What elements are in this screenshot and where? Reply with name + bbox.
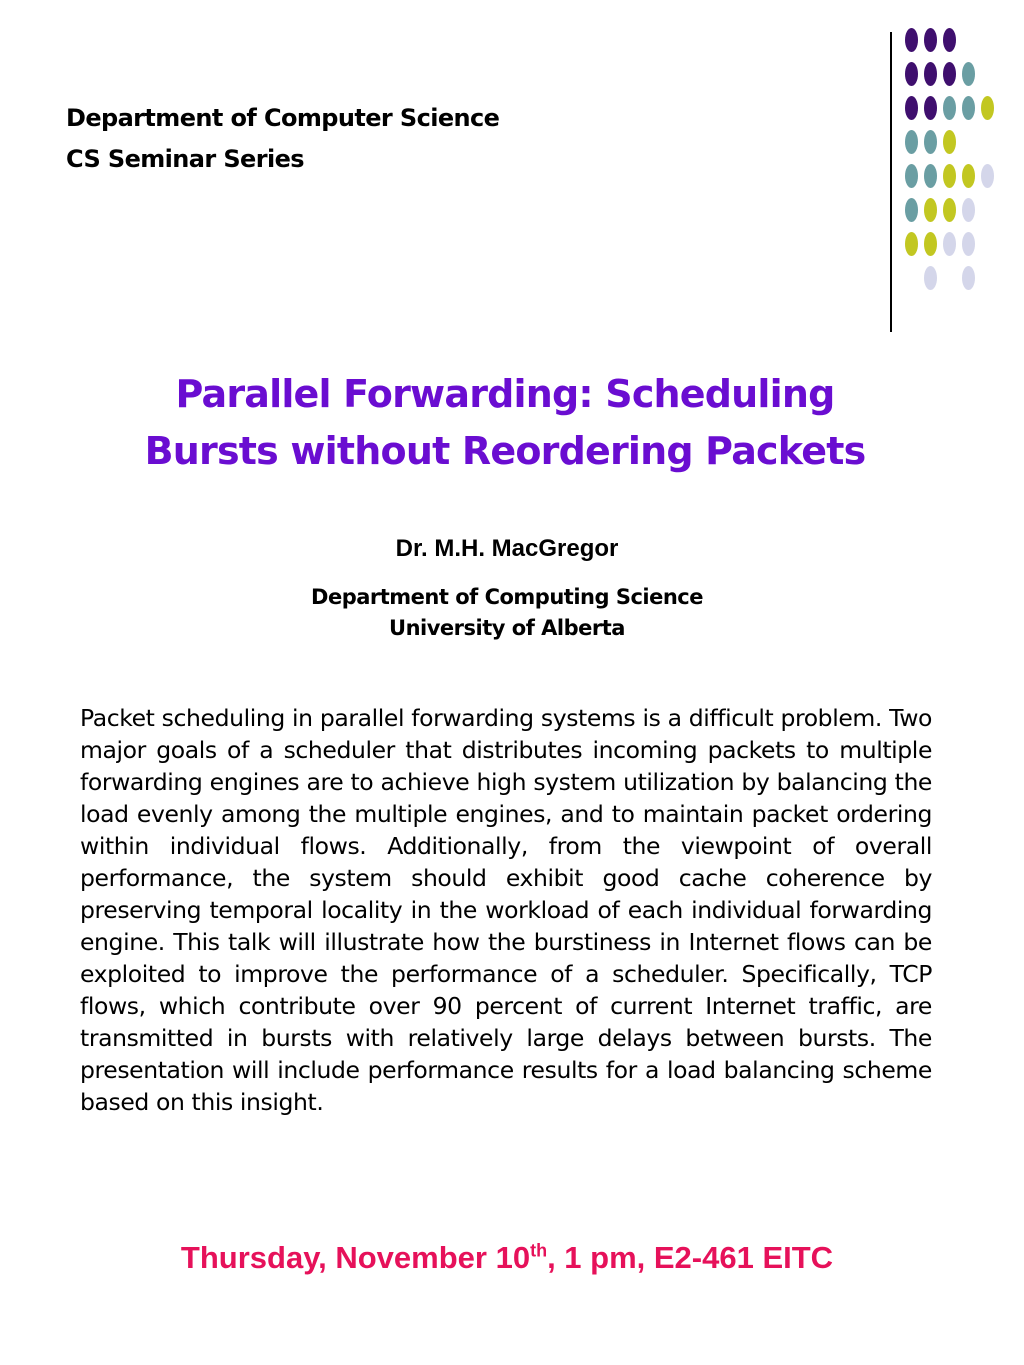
decorative-dot <box>943 130 956 154</box>
event-time-location: , 1 pm, E2-461 EITC <box>547 1240 834 1275</box>
decorative-dot <box>924 130 937 154</box>
decorative-dot <box>905 62 918 86</box>
decorative-dot <box>924 232 937 256</box>
decorative-dot <box>905 198 918 222</box>
department-heading: Department of Computer Science <box>66 104 500 132</box>
talk-abstract: Packet scheduling in parallel forwarding systems is a difficult problem. Two major goals of a scheduler that distributes incoming packets to multiple forwarding engines are to achieve high system utilization by balancing the load evenly among the multiple engines, and to maintain packet ordering within individual flows. Additionally, from the viewpoint of overall performance, the system should exhibit good cache coherence by preserving temporal locality in the workload of each individual forwarding engine. This talk will illustrate how the burstiness in Internet flows can be exploited to improve the performance of a scheduler. Specifically, TCP flows, which contribute over 90 percent of current Internet traffic, are transmitted in bursts with relatively large delays between bursts. The presentation will include performance results for a load balancing scheme based on this insight. <box>80 704 932 1116</box>
decorative-dot <box>905 232 918 256</box>
decorative-dot <box>905 130 918 154</box>
speaker-affiliation <box>0 582 1014 644</box>
speaker-university: University of Alberta <box>389 616 625 640</box>
decorative-dot <box>924 96 937 120</box>
speaker-name: Dr. M.H. MacGregor <box>395 535 619 562</box>
decorative-dot <box>962 62 975 86</box>
decorative-dot <box>924 198 937 222</box>
decorative-dot <box>962 266 975 290</box>
decorative-dot <box>962 164 975 188</box>
decorative-dot <box>943 164 956 188</box>
decorative-dot <box>962 198 975 222</box>
decorative-dot <box>924 62 937 86</box>
decorative-dot <box>905 164 918 188</box>
dot-grid-decoration <box>905 28 1015 298</box>
decorative-dot <box>905 96 918 120</box>
decorative-dot <box>924 164 937 188</box>
decorative-dot <box>943 96 956 120</box>
decorative-dot <box>962 232 975 256</box>
speaker-department: Department of Computing Science <box>311 585 703 609</box>
event-details <box>0 1236 1014 1280</box>
decorative-dot <box>962 96 975 120</box>
talk-title <box>0 366 1010 480</box>
event-date: Thursday, November 10 <box>180 1240 531 1275</box>
vertical-divider <box>890 32 892 332</box>
decorative-dot <box>943 62 956 86</box>
event-date-suffix: th <box>530 1240 548 1261</box>
series-heading: CS Seminar Series <box>66 145 304 173</box>
decorative-dot <box>905 28 918 52</box>
decorative-dot <box>981 164 994 188</box>
decorative-dot <box>943 28 956 52</box>
talk-title-line-1: Parallel Forwarding: Scheduling <box>175 372 835 416</box>
decorative-dot <box>943 232 956 256</box>
decorative-dot <box>924 266 937 290</box>
decorative-dot <box>943 198 956 222</box>
decorative-dot <box>981 96 994 120</box>
decorative-dot <box>924 28 937 52</box>
talk-title-line-2: Bursts without Reordering Packets <box>144 429 866 473</box>
seminar-header <box>66 98 499 180</box>
